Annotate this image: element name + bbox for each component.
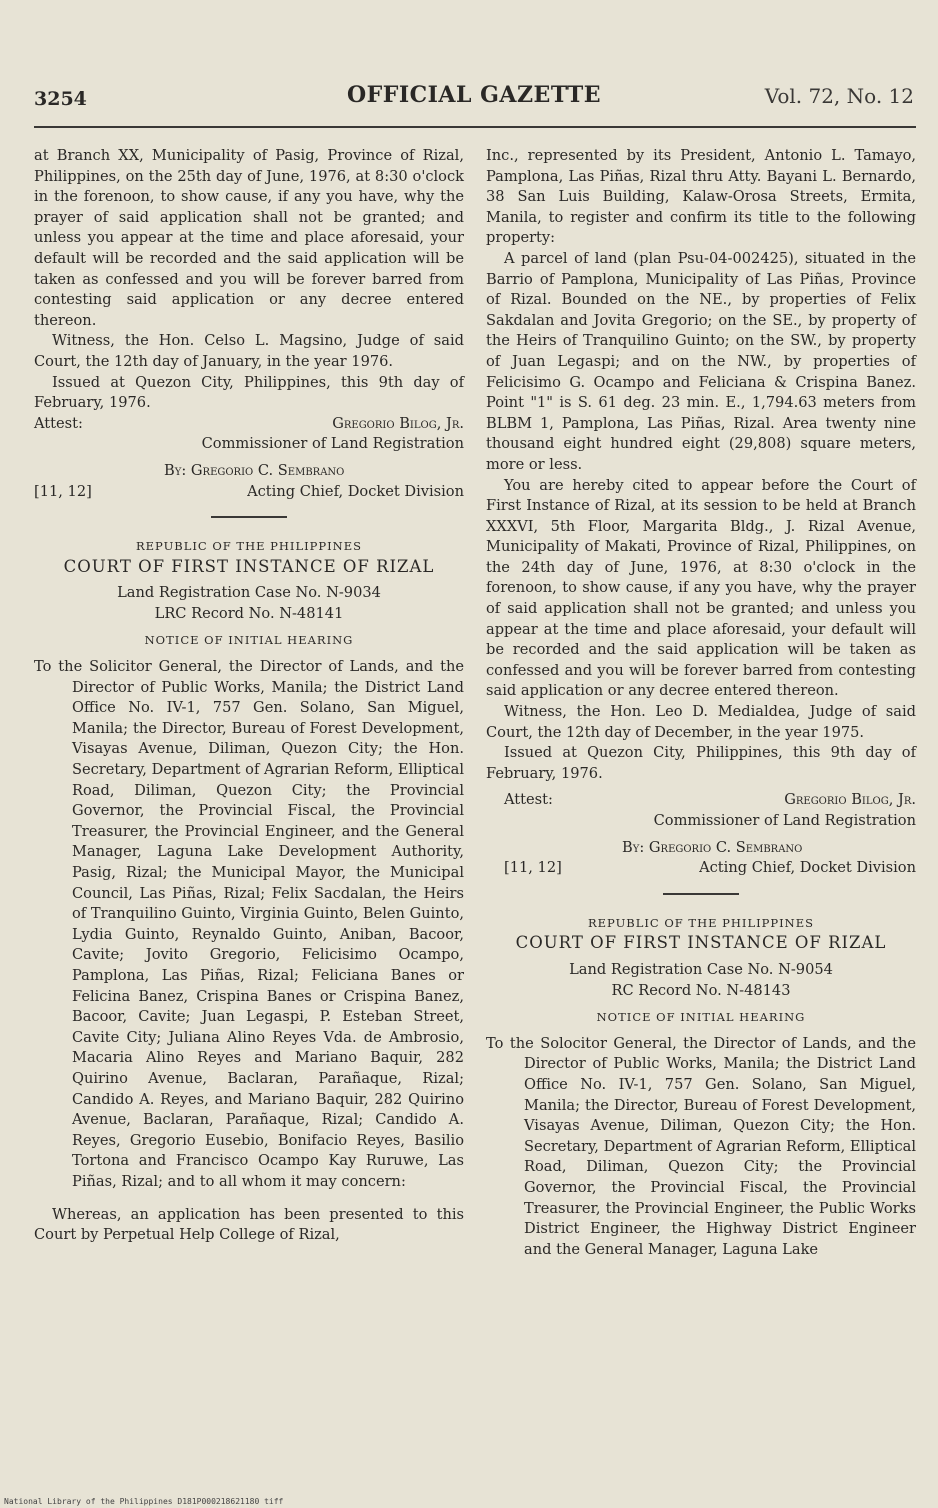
- right-attest-label: Attest:: [504, 791, 553, 809]
- left-record-number: LRC Record No. N-48141: [154, 604, 344, 622]
- right-by-title: Acting Chief, Docket Division: [699, 859, 916, 877]
- right-attest-row: [486, 790, 916, 811]
- page-header: [34, 80, 914, 120]
- left-case-number: Land Registration Case No. N-9034: [117, 584, 381, 602]
- right-record-number: RC Record No. N-48143: [611, 981, 791, 999]
- left-attest-label: Attest:: [34, 414, 83, 432]
- left-notice-heading: NOTICE OF INITIAL HEARING: [144, 633, 354, 648]
- right-court-heading: COURT OF FIRST INSTANCE OF RIZAL: [515, 933, 887, 953]
- right-issue-ref: [11, 12]: [504, 859, 562, 877]
- header-rule: [34, 126, 916, 128]
- left-paragraph-1: at Branch XX, Municipality of Pasig, Province of Rizal, Philippines, on the 25th day of June, 1976, at 8:30 o'clock in the forenoon, to show cause, if any you have, why the prayer of said application shall not be granted; and unless you appear at the time and place aforesaid, your default will be recorded and the said application will be taken as confessed and you will be forever barred from contesting said application or any decree entered thereon.: [34, 147, 464, 329]
- left-witness-paragraph: Witness, the Hon. Celso L. Magsino, Judge of said Court, the 12th day of January, in the year 1976.: [34, 332, 464, 370]
- publication-title: OFFICIAL GAZETTE: [346, 82, 602, 108]
- right-ref-row: [486, 858, 916, 879]
- left-section-divider: [211, 516, 287, 518]
- page-number: 3254: [34, 88, 87, 110]
- left-attest-row: [34, 414, 464, 435]
- left-issued-paragraph: Issued at Quezon City, Philippines, this 9th day of February, 1976.: [34, 373, 464, 412]
- left-ref-row: [34, 482, 464, 503]
- left-by-title: Acting Chief, Docket Division: [247, 482, 464, 500]
- right-section-divider: [663, 893, 739, 895]
- left-attest-title: Commissioner of Land Registration: [201, 435, 464, 453]
- right-attest-name: Gregorio Bilog, Jr.: [784, 791, 916, 809]
- right-republic-heading: REPUBLIC OF THE PHILIPPINES: [587, 915, 815, 930]
- right-case-number: Land Registration Case No. N-9054: [569, 960, 833, 978]
- right-citation-paragraph: You are hereby cited to appear before the Court of First Instance of Rizal, at its session to be held at Branch XXXVI, 5th Floor, Margarita Bldg., J. Rizal Avenue, Municipality of Makati, Province of Rizal, Philippines, on the 24th day of June, 1976, at 8:30 o'clock in the forenoon, to show cause, if any you have, why the prayer of said application shall not be granted; and unless you appear at the time and place aforesaid, your default will be recorded and the said application will be taken as confessed and you will be forever barred from contesting said application or any decree entered thereon.: [486, 476, 916, 700]
- right-by-name: By: Gregorio C. Sembrano: [622, 838, 803, 856]
- left-whereas: Whereas, an application has been presented to this Court by Perpetual Help College of Rizal,: [34, 1205, 464, 1244]
- left-by-name: By: Gregorio C. Sembrano: [164, 461, 345, 479]
- right-column: [486, 146, 916, 1260]
- scan-footer: National Library of the Philippines D181P000218621180 tiff: [4, 1497, 284, 1506]
- right-paragraph-1: Inc., represented by its President, Antonio L. Tamayo, Pamplona, Las Piñas, Rizal thru Atty. Bayani L. Bernardo, 38 San Luis Building, Kalaw-Orosa Streets, Ermita, Manila, to register and confirm its title to the following property:: [486, 147, 916, 247]
- left-republic-heading: REPUBLIC OF THE PHILIPPINES: [135, 539, 363, 554]
- right-addressees: To the Solocitor General, the Director of Lands, and the Director of Public Works, Manila; the District Land Office No. IV-1, 757 Gen. Solano, San Miguel, Manila; the Director, Bureau of Forest Development, Visayas Avenue, Diliman, Quezon City; the Hon. Secretary, Department of Agrarian Reform, Elliptical Road, Diliman, Quezon City; the Provincial Governor, the Provincial Fiscal, the Provincial Treasurer, the Provincial Engineer, the Public Works District Engineer, the Highway District Engineer and the General Manager, Laguna Lake: [486, 1034, 916, 1258]
- volume-number: Vol. 72, No. 12: [764, 84, 914, 108]
- right-notice-heading: NOTICE OF INITIAL HEARING: [596, 1010, 806, 1025]
- right-witness-paragraph: Witness, the Hon. Leo D. Medialdea, Judge of said Court, the 12th day of December, in the year 1975.: [486, 703, 916, 741]
- right-issued-paragraph: Issued at Quezon City, Philippines, this 9th day of February, 1976.: [486, 744, 916, 782]
- left-addressees: To the Solicitor General, the Director of Lands, and the Director of Public Works, Manila; the District Land Office No. IV-1, 757 Gen. Solano, San Miguel, Manila; the Director, Bureau of Forest Development, Visayas Avenue, Diliman, Quezon City; the Hon. Secretary, Department of Agrarian Reform, Elliptical Road, Diliman, Quezon City; the Provincial Governor, the Provincial Fiscal, the Provincial Treasurer, the Provincial Engineer, and the General Manager, Laguna Lake Development Authority, Pasig, Rizal; the Municipal Mayor, the Municipal Council, Las Piñas, Rizal; Felix Sacdalan, the Heirs of Tranquilino Guinto, Virginia Guinto, Belen Guinto, Lydia Guinto, Reynaldo Guinto, Aniban, Bacoor, Cavite; Jovito Gregorio, Felicisimo Ocampo, Pamplona, Las Piñas, Rizal; Feliciana Banes or Felicina Banez, Crispina Banes or Crispina Banez, Bacoor, Cavite; Juan Legaspi, P. Esteban Street, Cavite City; Juliana Alino Reyes Vda. de Ambrosio, Macaria Alino Reyes and Mariano Baquir, 282 Quirino Avenue, Baclaran, Parañaque, Rizal; Candido A. Reyes, and Mariano Baquir, 282 Quirino Avenue, Baclaran, Parañaque, Rizal; Candido A. Reyes, Gregorio Eusebio, Bonifacio Reyes, Basilio Tortona and Francisco Ocampo Kay Ruruwe, Las Piñas, Rizal; and to all whom it may concern:: [34, 658, 464, 1190]
- left-attest-name: Gregorio Bilog, Jr.: [332, 414, 464, 432]
- left-court-heading: COURT OF FIRST INSTANCE OF RIZAL: [63, 556, 435, 576]
- left-column: [34, 146, 464, 1246]
- right-attest-title: Commissioner of Land Registration: [653, 812, 916, 829]
- right-parcel-description: A parcel of land (plan Psu-04-002425), situated in the Barrio of Pamplona, Municipality of Las Piñas, Province of Rizal. Bounded on the NE., by properties of Felix Sakdalan and Jovita Gregorio; on the SE., by property of the Heirs of Tranquilino Guinto; on the SW., by property of Juan Legaspi; and on the NW., by properties of Felicisimo G. Ocampo and Feliciana & Crispina Banez. Point "1" is S. 61 deg. 23 min. E., 1,794.63 meters from BLBM 1, Pamplona, Las Piñas, Rizal. Area twenty nine thousand eight hundred eight (29,808) square meters, more or less.: [486, 249, 916, 473]
- left-issue-ref: [11, 12]: [34, 482, 92, 500]
